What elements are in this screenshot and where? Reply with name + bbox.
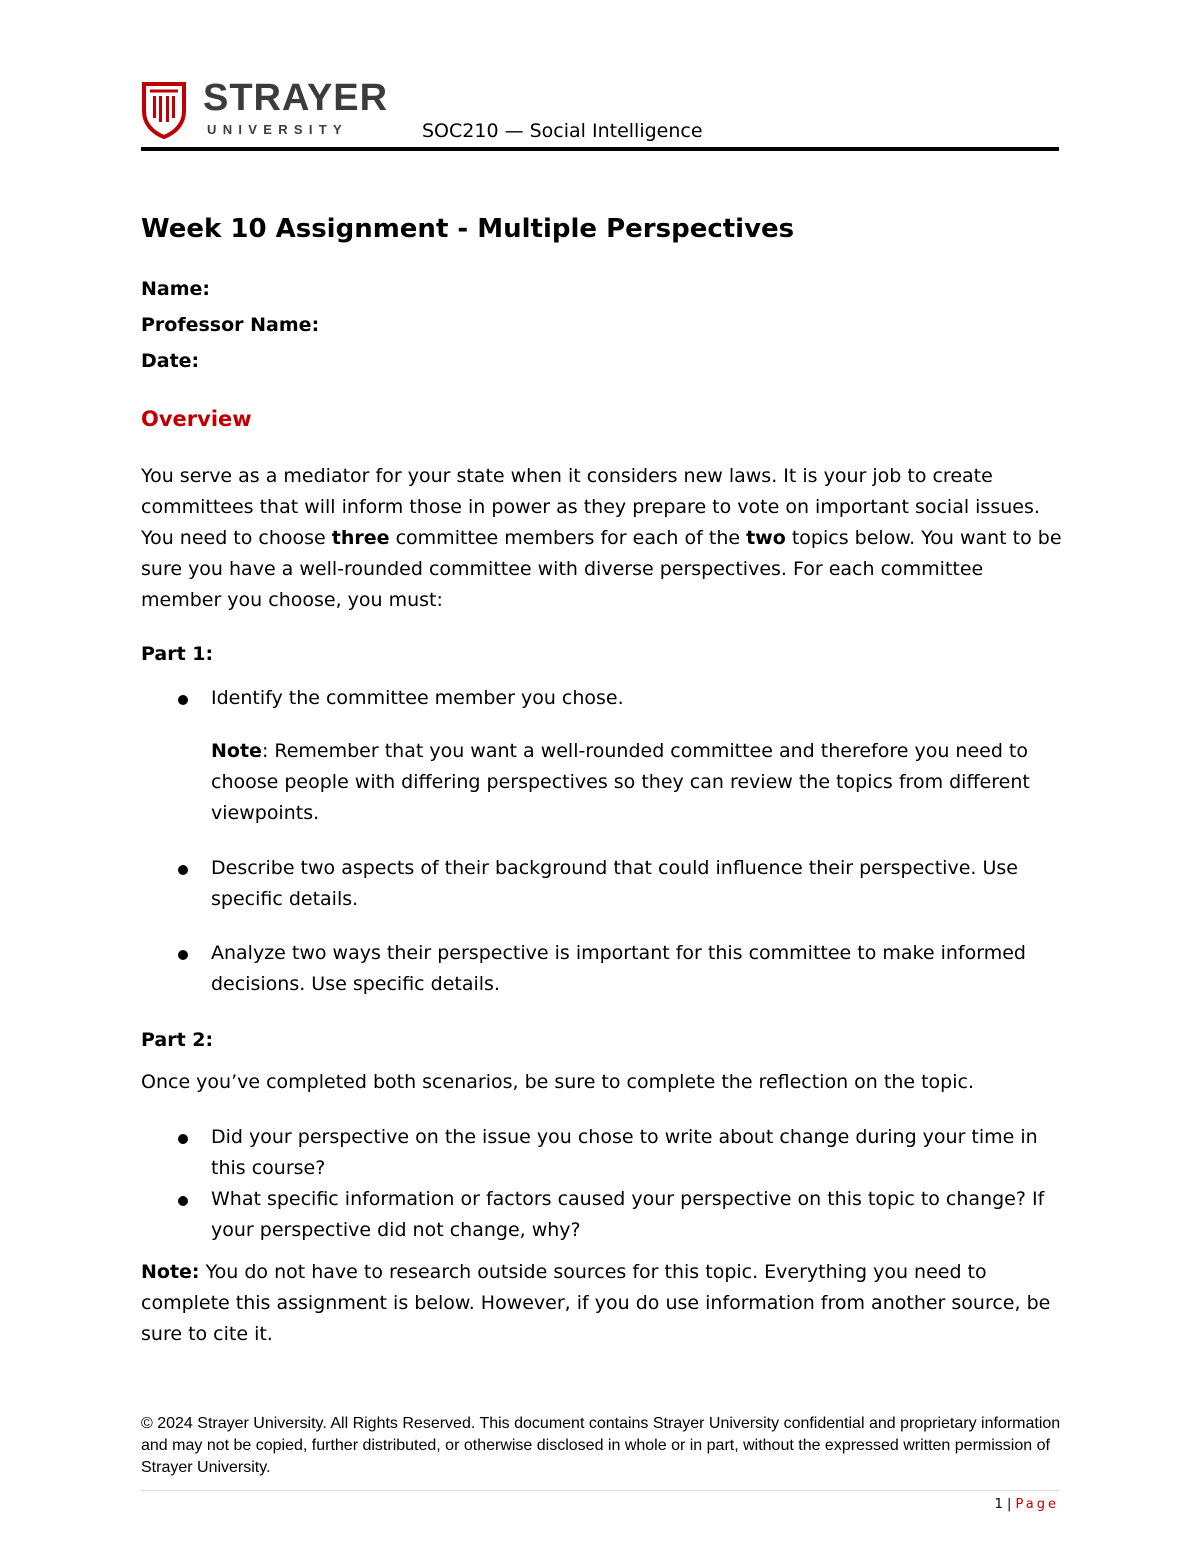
page-number [995,1496,1059,1514]
overview-text-c: topics below. You want to be sure you have a well-rounded committee with diverse perspectives. For each committee member you choose, you must: [141,527,1062,611]
part2-note-text: You do not have to research outside sources for this topic. Everything you need to complete this assignment is below. However, if you do use information from another source, be sure to cite it. [141,1261,1051,1345]
strayer-shield-logo [141,81,187,139]
professor-field-label: Professor Name: [141,314,320,336]
part2-bullet-2: What specific information or factors caused your perspective on this topic to change? If your perspective did not change, why? [211,1188,1045,1241]
page-label: Page [1015,1497,1059,1512]
part1-heading: Part 1: [141,643,214,665]
overview-paragraph [141,461,1066,616]
overview-heading: Overview [141,407,252,431]
logo-wordmark: STRAYER [203,77,389,119]
part2-note [141,1257,1061,1350]
overview-text-a: You serve as a mediator for your state when it considers new laws. It is your job to create committees that will inform those in power as they prepare to vote on important social issues. You need to choose [141,465,1040,549]
bullet-icon [178,950,188,960]
part2-heading: Part 2: [141,1029,214,1051]
document-title: Week 10 Assignment - Multiple Perspectives [141,214,795,244]
overview-bold-two: two [746,527,786,549]
part1-note-text: : Remember that you want a well-rounded committee and therefore you need to choose people with differing perspectives so they can review the topics from different viewpoints. [211,740,1030,824]
page-number-value: 1 [994,1497,1003,1512]
page-separator: | [1002,1497,1016,1512]
footer-divider [141,1490,1059,1491]
bullet-icon [178,1196,188,1206]
course-title: SOC210 — Social Intelligence [422,120,703,142]
part1-bullet-2: Describe two aspects of their background that could influence their perspective. Use specific details. [211,857,1018,910]
part1-bullet-3: Analyze two ways their perspective is important for this committee to make informed decisions. Use specific details. [211,942,1026,995]
overview-bold-three: three [331,527,390,549]
bullet-icon [178,1134,188,1144]
date-field-label: Date: [141,350,200,372]
part1-note-label: Note [211,740,262,762]
page-header [141,78,1059,152]
bullet-icon [178,865,188,875]
part2-bullet-1: Did your perspective on the issue you chose to write about change during your time in this course? [211,1126,1038,1179]
bullet-icon [178,695,188,705]
part2-note-label: Note: [141,1261,200,1283]
copyright-notice: © 2024 Strayer University. All Rights Reserved. This document contains Strayer University confidential and proprietary information and may not be copied, further distributed, or otherwise disclosed in whole or in part, without the expressed written permission of Strayer University. [141,1415,1061,1476]
overview-text-b: committee members for each of the [389,527,747,549]
part2-intro: Once you’ve completed both scenarios, be sure to complete the reflection on the topic. [141,1071,974,1093]
name-field-label: Name: [141,278,211,300]
part1-note [211,736,1061,829]
logo-subtitle: UNIVERSITY [207,122,349,137]
header-divider [141,147,1059,151]
part1-bullet-1: Identify the committee member you chose. [211,687,624,709]
